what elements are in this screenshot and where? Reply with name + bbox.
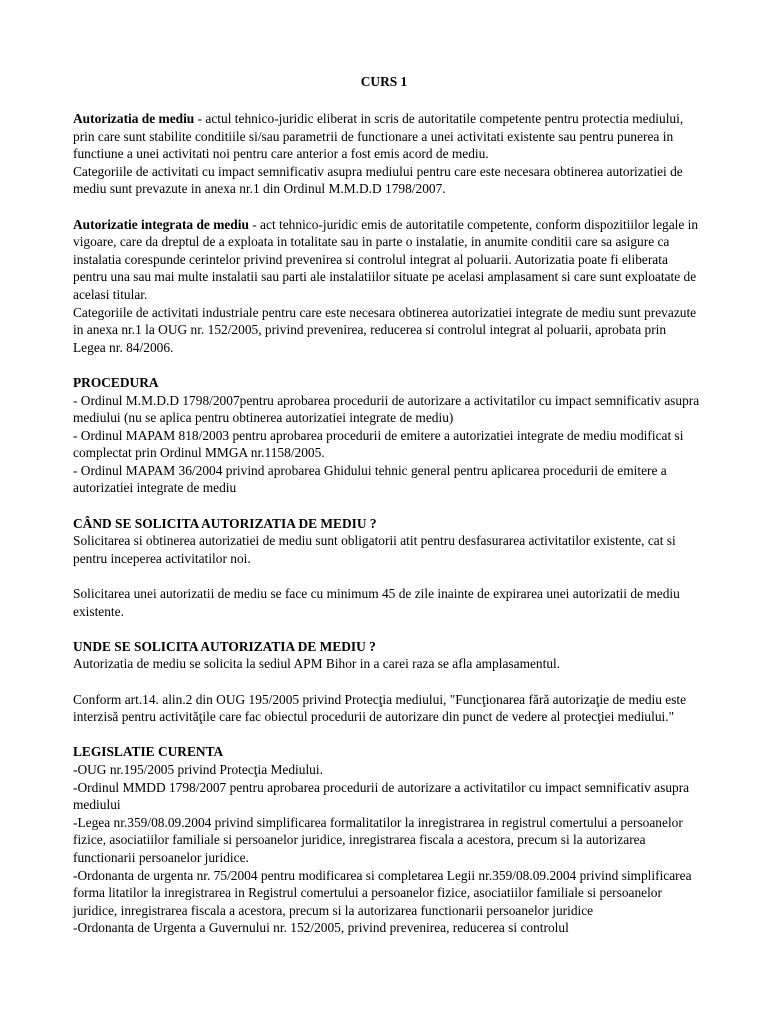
- list-item: -OUG nr.195/2005 privind Protecţia Mediului.: [73, 761, 323, 777]
- list-item: - Ordinul M.M.D.D 1798/2007pentru aprobarea procedurii de autorizare a activitatilor cu impact semnificativ asupra mediului (nu se aplica pentru obtinerea autorizatiei integrate de mediu): [73, 392, 700, 426]
- list-item: -Ordonanta de urgenta nr. 75/2004 pentru modificarea si completarea Legii nr.359/08.09.2004 privind simplificarea forma litatilor la inregistrarea in Registrul comertului a persoanelor fizice, asociatiilor familiale si persoanelor juridice, inregistrarea fiscala a acestora, precum si la autorizarea functionarii persoanelor juridice: [73, 867, 692, 918]
- heading-procedura: PROCEDURA: [73, 374, 159, 390]
- list-item: - Ordinul MAPAM 818/2003 pentru aprobarea procedurii de emitere a autorizatiei integrate de mediu modificat si complectat prin Ordinul MMGA nr.1158/2005.: [73, 427, 684, 461]
- definition-text: - act tehnico-juridic emis de autoritatile competente, conform dispozitiilor legale in vigoare, care da dreptul de a exploata in totalitate sau in parte o instalatie, in anumite conditii care sa asigure ca instalatia corespunde cerintelor privind prevenirea si controlul integrat al poluarii. Autorizatia poate fi eliberata pentru una sau mai multe instalatii sau parti ale instalatiilor situate pe acelasi amplasament si care sunt exploatate de acelasi titular.: [73, 216, 699, 302]
- document-title: CURS 1: [360, 74, 408, 89]
- paragraph: Solicitarea unei autorizatii de mediu se face cu minimum 45 de zile inainte de expirarea unei autorizatii de mediu existente.: [73, 586, 680, 619]
- paragraph: Solicitarea si obtinerea autorizatiei de mediu sunt obligatorii atit pentru desfasurarea activitatilor existente, cat si pentru inceperea activitatilor noi.: [73, 533, 676, 566]
- list-item: -Legea nr.359/08.09.2004 privind simplificarea formalitatilor la inregistrarea in registrul comertului a persoanelor fizice, asociatiilor familiale si persoanelor juridice, inregistrarea fiscala a acestora, precum si la autorizarea functionarii persoanelor juridice.: [73, 814, 683, 865]
- heading-cand: CÂND SE SOLICITA AUTORIZATIA DE MEDIU ?: [73, 515, 377, 531]
- heading-legislatie: LEGISLATIE CURENTA: [73, 744, 224, 760]
- list-item: - Ordinul MAPAM 36/2004 privind aprobarea Ghidului tehnic general pentru aplicarea procedurii de emitere a autorizatiei integrate de mediu: [73, 462, 667, 496]
- list-item: -Ordonanta de Urgenta a Guvernului nr. 152/2005, privind prevenirea, reducerea si controlul: [73, 920, 569, 936]
- definition-text: - actul tehnico-juridic eliberat in scris de autoritatile competente pentru protectia mediului, prin care sunt stabilite conditiile si/sau parametrii de functionare a unei activitati existente sau pentru punerea in functiune a unei activitati noi pentru care anterior a fost emis acord de mediu.: [73, 111, 684, 162]
- paragraph-categorii-industriale: Categoriile de activitati industriale pentru care este necesara obtinerea autorizatiei integrate de mediu sunt prevazute in anexa nr.1 la OUG nr. 152/2005, privind prevenirea, reducerea si controlul integrat al poluarii, aprobata prin Legea nr. 84/2006.: [73, 304, 697, 355]
- paragraph: Autorizatia de mediu se solicita la sediul APM Bihor in a carei raza se afla amplasamentul.: [73, 656, 561, 672]
- paragraph-categorii-activitati: Categoriile de activitati cu impact semnificativ asupra mediului pentru care este necesara obtinerea autorizatiei de mediu sunt prevazute in anexa nr.1 din Ordinul M.M.D.D 1798/2007.: [73, 163, 683, 197]
- definition-autorizatie-integrata: [73, 216, 701, 304]
- heading-unde: UNDE SE SOLICITA AUTORIZATIA DE MEDIU ?: [73, 638, 376, 654]
- definition-autorizatie-mediu: [73, 110, 701, 163]
- term-autorizatie-mediu: Autorizatia de mediu: [73, 111, 195, 126]
- document-body: [73, 110, 701, 937]
- term-autorizatie-integrata: Autorizatie integrata de mediu: [73, 216, 249, 232]
- paragraph-citat-oug: Conform art.14. alin.2 din OUG 195/2005 privind Protecţia mediului, "Funcţionarea fără autorizaţie de mediu este interzisă pentru activităţile care fac obiectul procedurii de autorizare din punct de vedere al protecţiei mediului.": [73, 691, 687, 725]
- list-item: -Ordinul MMDD 1798/2007 pentru aprobarea procedurii de autorizare a activitatilor cu impact semnificativ asupra mediului: [73, 779, 690, 813]
